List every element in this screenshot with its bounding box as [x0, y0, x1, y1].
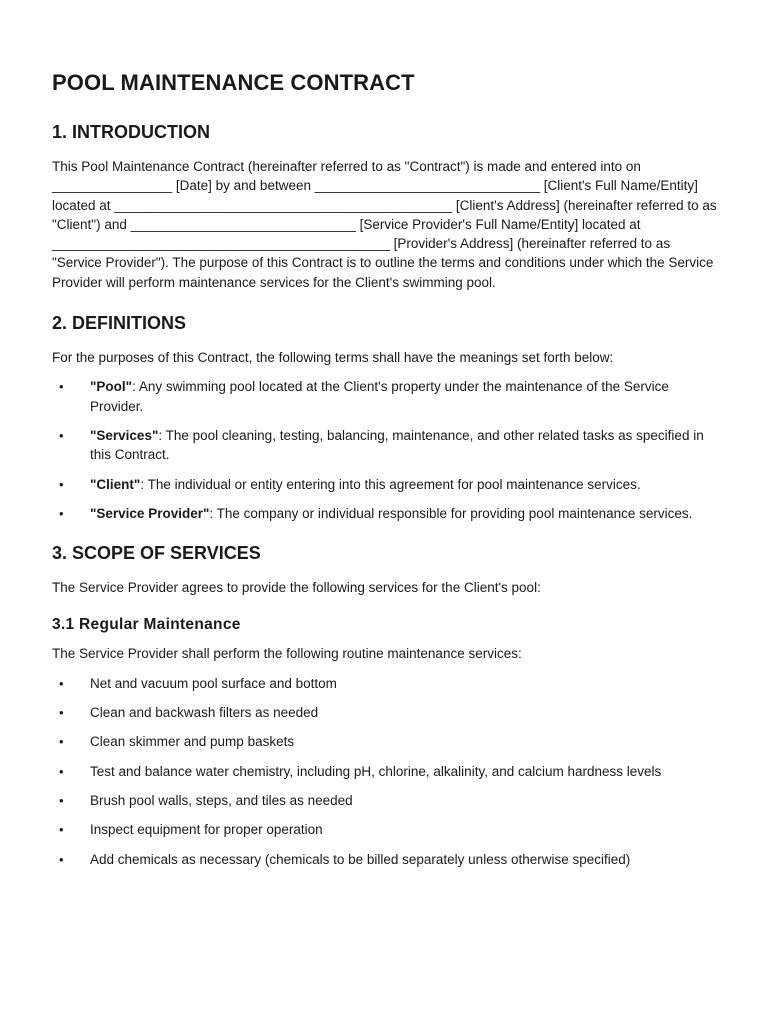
task-text: Clean skimmer and pump baskets: [90, 734, 295, 750]
definition-term: "Service Provider": [90, 505, 210, 521]
bullet-icon: •: [59, 427, 64, 443]
definitions-intro: For the purposes of this Contract, the following terms shall have the meanings set forth below:: [52, 350, 614, 366]
introduction-paragraph: This Pool Maintenance Contract (hereinafter referred to as "Contract") is made and entered into on ________________ [Date] by and between ______________________________ [Client's Full Name/Entity] located at _____________________________________________ [Client's Address] (hereinafter referred to as "Client") and ______________________________ [Service Provider's Full Name/Entity] located at _____________________________________________ [Provider's Address] (hereinafter referred to as "Service Provider"). The purpose of this Contract is to outline the terms and conditions under which the Service Provider will perform maintenance services for the Client's swimming pool.: [52, 159, 717, 290]
task-text: Net and vacuum pool surface and bottom: [90, 675, 337, 691]
task-item: [52, 674, 718, 693]
definitions-list: [52, 377, 718, 523]
definition-item: [52, 504, 718, 523]
definition-term: "Client": [90, 476, 141, 492]
task-text: Brush pool walls, steps, and tiles as needed: [90, 792, 353, 808]
task-item: [52, 850, 718, 869]
bullet-icon: •: [59, 792, 64, 808]
task-item: [52, 703, 718, 722]
task-item: [52, 820, 718, 839]
task-text: Add chemicals as necessary (chemicals to be billed separately unless otherwise specified): [90, 851, 631, 867]
definition-item: [52, 377, 718, 416]
bullet-icon: •: [59, 851, 64, 867]
document-title: POOL MAINTENANCE CONTRACT: [52, 70, 415, 95]
task-text: Test and balance water chemistry, including pH, chlorine, alkalinity, and calcium hardness levels: [90, 763, 662, 779]
section-scope: [52, 543, 718, 869]
section-heading-introduction: 1. INTRODUCTION: [52, 122, 211, 142]
bullet-icon: •: [59, 505, 64, 521]
task-item: [52, 791, 718, 810]
scope-intro: The Service Provider agrees to provide the following services for the Client's pool:: [52, 580, 541, 596]
definition-term: "Services": [90, 427, 159, 443]
definition-text: : Any swimming pool located at the Client's property under the maintenance of the Service Provider.: [90, 379, 669, 414]
subsection-heading-regular-maintenance: 3.1 Regular Maintenance: [52, 616, 241, 634]
bullet-icon: •: [59, 675, 64, 691]
bullet-icon: •: [59, 705, 64, 721]
definition-text: : The company or individual responsible for providing pool maintenance services.: [209, 505, 693, 521]
definition-term: "Pool": [90, 379, 133, 395]
bullet-icon: •: [59, 476, 64, 492]
bullet-icon: •: [59, 379, 64, 395]
task-text: Clean and backwash filters as needed: [90, 705, 319, 721]
task-item: [52, 732, 718, 751]
task-item: [52, 762, 718, 781]
section-introduction: [52, 122, 718, 292]
definition-text: : The individual or entity entering into this agreement for pool maintenance services.: [140, 476, 641, 492]
bullet-icon: •: [59, 822, 64, 838]
bullet-icon: •: [59, 734, 64, 750]
section-heading-definitions: 2. DEFINITIONS: [52, 313, 187, 334]
section-definitions: [52, 313, 718, 523]
section-heading-scope: 3. SCOPE OF SERVICES: [52, 543, 261, 564]
definition-item: [52, 426, 718, 465]
regular-maintenance-list: [52, 674, 718, 869]
task-text: Inspect equipment for proper operation: [90, 822, 323, 838]
definition-text: : The pool cleaning, testing, balancing, maintenance, and other related tasks as specified in this Contract.: [90, 427, 704, 463]
regular-maintenance-intro: The Service Provider shall perform the following routine maintenance services:: [52, 646, 522, 662]
definition-item: [52, 475, 718, 494]
bullet-icon: •: [59, 763, 64, 779]
